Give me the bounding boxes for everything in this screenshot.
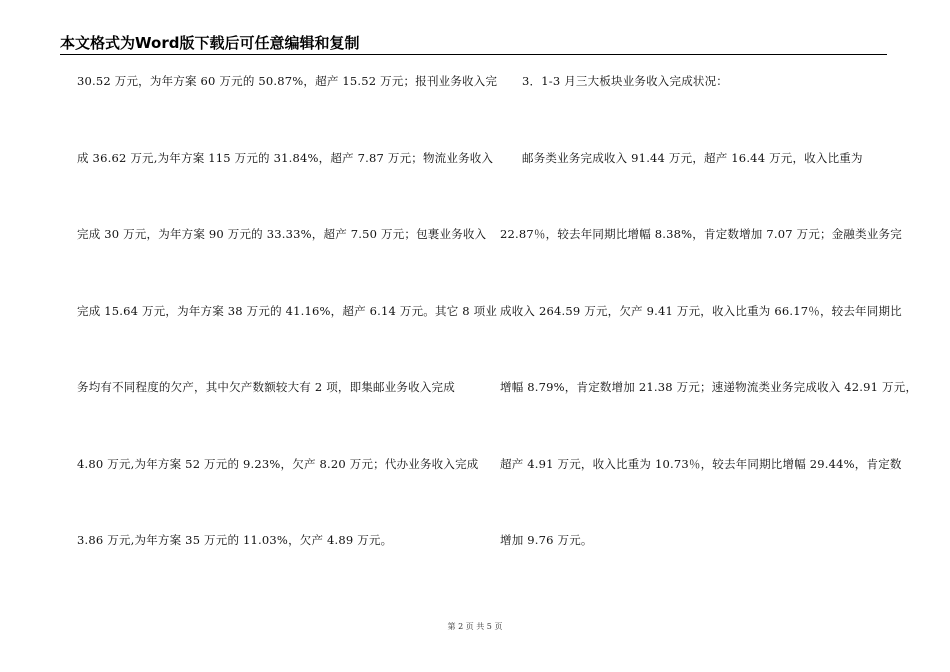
left-paragraph-line: 30.52 万元，为年方案 60 万元的 50.87%，超产 15.52 万元；报刊业务收入完 xyxy=(77,74,498,88)
right-paragraph-line: 22.87％，较去年同期比增幅 8.38%，肯定数增加 7.07 万元；金融类业务完 xyxy=(500,227,902,241)
left-paragraph-line: 务均有不同程度的欠产，其中欠产数额较大有 2 项，即集邮业务收入完成 xyxy=(77,380,455,394)
header-divider xyxy=(60,54,887,55)
left-paragraph-line: 完成 15.64 万元，为年方案 38 万元的 41.16%，超产 6.14 万元。其它 8 项业 xyxy=(77,303,498,318)
left-paragraph-line: 完成 30 万元，为年方案 90 万元的 33.33%，超产 7.50 万元；包裹业务收入 xyxy=(77,227,487,241)
right-paragraph-line: 超产 4.91 万元，收入比重为 10.73％，较去年同期比增幅 29.44%，肯定数 xyxy=(500,456,902,471)
right-paragraph-line: 增幅 8.79%，肯定数增加 21.38 万元；速递物流类业务完成收入 42.91 万元， xyxy=(500,380,918,394)
left-paragraph-line: 3.86 万元,为年方案 35 万元的 11.03%，欠产 4.89 万元。 xyxy=(77,533,393,547)
left-paragraph-line: 4.80 万元,为年方案 52 万元的 9.23%，欠产 8.20 万元；代办业务收入完成 xyxy=(77,456,479,471)
left-text-column xyxy=(77,72,498,608)
left-paragraph-line: 成 36.62 万元,为年方案 115 万元的 31.84%，超产 7.87 万元；物流业务收入 xyxy=(77,150,494,165)
right-text-column xyxy=(500,72,918,608)
right-paragraph-line: 邮务类业务完成收入 91.44 万元，超产 16.44 万元，收入比重为 xyxy=(522,150,863,165)
right-paragraph-line: 增加 9.76 万元。 xyxy=(500,533,593,547)
document-header-title: 本文格式为Word版下载后可任意编辑和复制 xyxy=(60,34,360,52)
page-number-footer: 第 2 页 共 5 页 xyxy=(447,622,503,631)
right-paragraph-line: 成收入 264.59 万元，欠产 9.41 万元，收入比重为 66.17％，较去年同期比 xyxy=(500,303,902,318)
section-heading: 3．1-3 月三大板块业务收入完成状况： xyxy=(522,74,728,88)
